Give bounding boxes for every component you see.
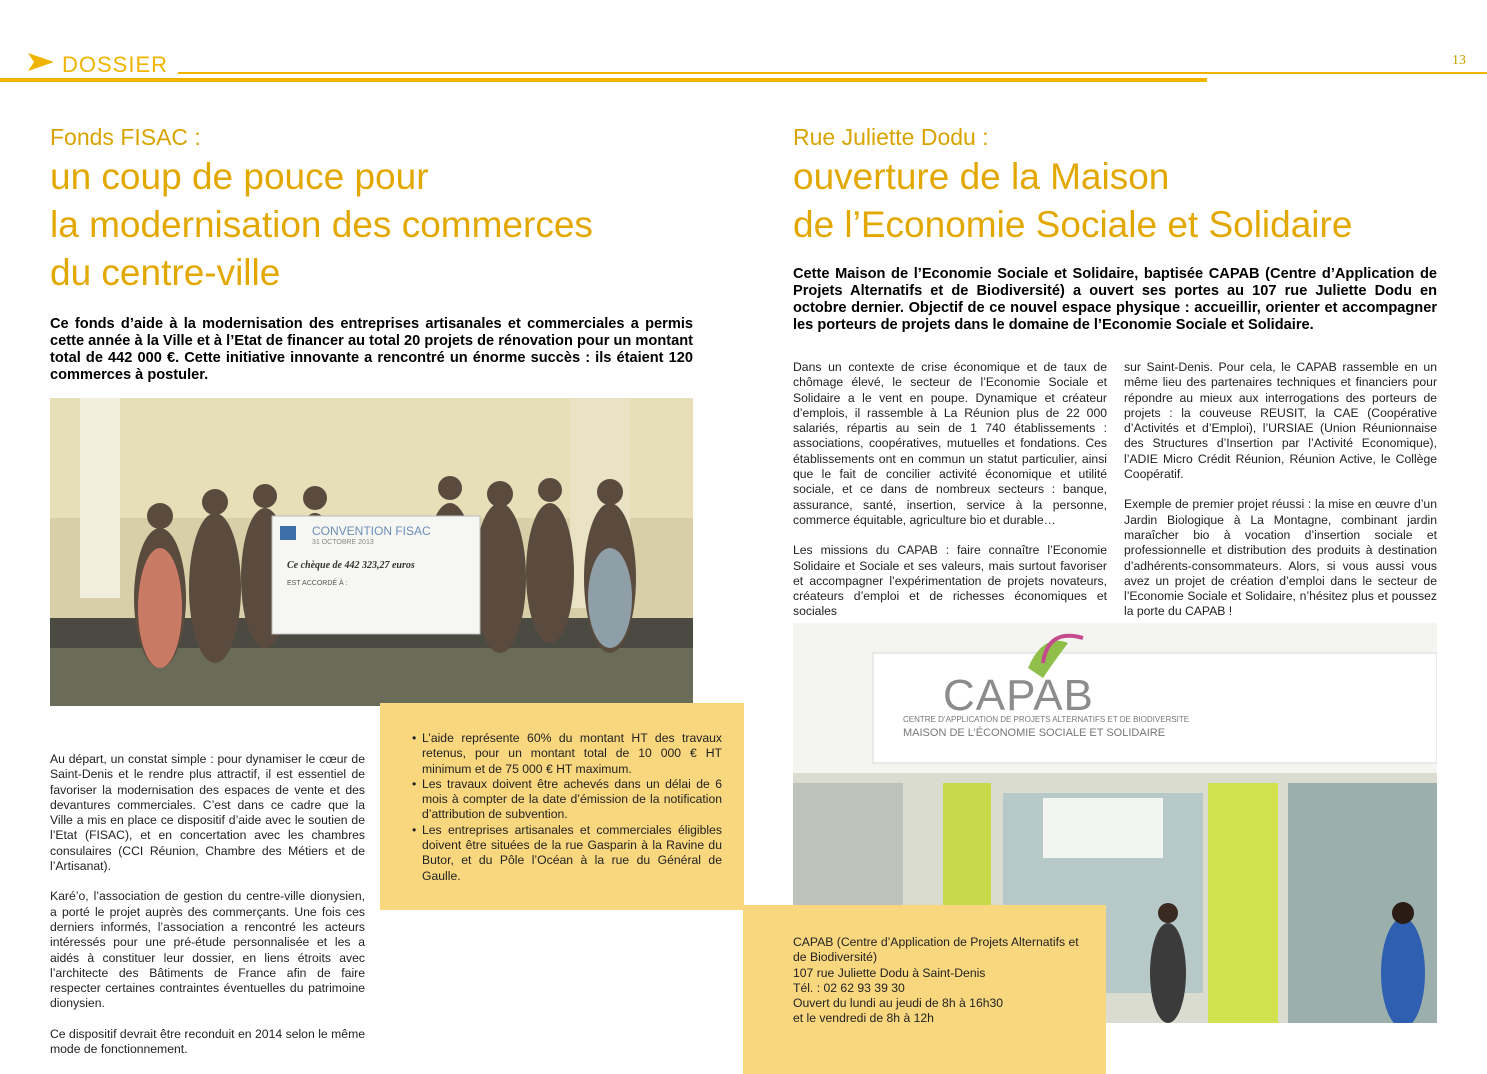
page-number: 13: [1452, 53, 1466, 68]
left-headline-line: du centre-ville: [50, 252, 281, 293]
right-kicker: Rue Juliette Dodu :: [793, 124, 989, 150]
capab-logo-text: CAPAB: [943, 671, 1094, 720]
cheque-line: EST ACCORDÉ À :: [287, 580, 348, 587]
left-body: [50, 752, 365, 1072]
header-rule-thick: [0, 78, 1207, 82]
left-paragraph: Karé’o, l’association de gestion du centre-ville dionysien, a porté le projet auprès des commerçants. Une fois ces derniers informés, l’association a rencontré les acteurs intéressés pour une pré-étude personnalisée et les a aidés à constituer leur dossier, en liens étroits avec l’architecte des Bâtiments de France afin de faire respecter certaines contraintes éventuelles du patrimoine dionysien.: [50, 889, 365, 1011]
condition-item: • Les travaux doivent être achevés dans un délai de 6 mois à compter de la date d’émission de la notification d’attribution de subvention.: [422, 777, 722, 823]
capab-sign-line2: MAISON DE L’ÉCONOMIE SOCIALE ET SOLIDAIRE: [903, 727, 1166, 739]
right-lead: Cette Maison de l’Economie Sociale et Solidaire, baptisée CAPAB (Centre d’Application de Projets Alternatifs et de Biodiversité) a ouvert ses portes au 107 rue Juliette Dodu en octobre dernier. Objectif de ce nouvel espace physique : accueillir, orienter et accompagner les porteurs de projets dans le domaine de l’Economie Sociale et Solidaire.: [793, 266, 1437, 333]
right-paragraph: sur Saint-Denis. Pour cela, le CAPAB rassemble en un même lieu des partenaires techniques et financiers pour répondre au mieux aux interrogations des porteurs de projets : la couveuse REUSIT, la CAE (Coopérative d’Activités et d’Emploi), l’URSIAE (Union Réunionnaise des Structures d’Insertion par l’Activité Economique), l’ADIE Micro Crédit Réunion, Réunion Active, le Collège Coopératif.: [1124, 360, 1437, 482]
info-line: et le vendredi de 8h à 12h: [793, 1011, 934, 1026]
header-rule: [178, 72, 1487, 74]
right-headline-line: de l’Economie Sociale et Solidaire: [793, 204, 1353, 245]
cheque-amount: Ce chèque de 442 323,27 euros: [287, 560, 415, 571]
right-headline: [793, 153, 1453, 249]
left-headline-line: la modernisation des commerces: [50, 204, 593, 245]
info-line: 107 rue Juliette Dodu à Saint-Denis: [793, 965, 986, 980]
left-paragraph: Ce dispositif devrait être reconduit en 2014 selon le même mode de fonctionnement.: [50, 1026, 365, 1057]
fisac-group-photo: [50, 398, 693, 706]
condition-item: • L’aide représente 60% du montant HT des travaux retenus, pour un montant total de 10 000 € HT minimum et de 75 000 € HT maximum.: [422, 731, 722, 777]
right-paragraph: Les missions du CAPAB : faire connaître l’Economie Solidaire et Sociale et ses valeurs, mais surtout favoriser et accompagner l’expérimentation de projets novateurs, créateurs d’emploi et de richesses économiques et sociales: [793, 543, 1107, 619]
left-paragraph: Au départ, un constat simple : pour dynamiser le cœur de Saint-Denis et le rendre plus attractif, il est essentiel de favoriser la modernisation des espaces de vente et des devantures commerciales. C’est dans ce cadre que la Ville a mis en place ce dispositif d’aide avec le soutien de l’Etat (FISAC), et en concertation avec les chambres consulaires (CCI Réunion, Chambre des Métiers et de l’Artisanat).: [50, 752, 365, 874]
left-kicker: Fonds FISAC :: [50, 124, 201, 150]
capab-info-box: [743, 905, 1106, 1074]
left-headline-line: un coup de pouce pour: [50, 156, 429, 197]
right-paragraph: Exemple de premier projet réussi : la mise en œuvre d’un Jardin Biologique à La Montagne, combinant jardin maraîcher bio à vocation d’insertion sociale et professionnelle et distribution des produits à destination d’adhérents-consommateurs. Alors, si vous aussi vous avez un projet de création d’emploi dans le secteur de l’Economie Sociale et Solidaire, n’hésitez plus et poussez la porte du CAPAB !: [1124, 497, 1437, 619]
left-lead: Ce fonds d’aide à la modernisation des entreprises artisanales et commerciales a permis cette année à la Ville et à l’Etat de financer au total 20 projets de rénovation pour un montant total de 442 000 €. Cette initiative innovante a rencontré un énorme succès : ils étaient 120 commerces à postuler.: [50, 316, 693, 383]
info-line: Tél. : 02 62 93 39 30: [793, 980, 905, 995]
cheque-title: CONVENTION FISAC: [312, 524, 431, 538]
info-line: CAPAB (Centre d’Application de Projets Alternatifs et de Biodiversité): [793, 935, 1079, 965]
right-paragraph: Dans un contexte de crise économique et de taux de chômage élevé, le secteur de l’Economie Sociale et Solidaire a le vent en poupe. Dynamique et créateur d’emplois, il rassemble à La Réunion plus de 22 000 salariés, répartis au sein de 1 740 établissements : associations, coopératives, mutuelles et fondations. Ces établissements ont en commun un statut particulier, ainsi que le fait de concilier activité économique et utilité sociale, et ce dans de nombreux secteurs : banque, assurance, santé, insertion, service à la personne, commerce équitable, agriculture bio et durable…: [793, 360, 1107, 527]
left-headline: [50, 153, 690, 297]
right-body-col2: [1124, 360, 1437, 635]
section-arrow-icon: [28, 53, 54, 71]
section-label: DOSSIER: [62, 52, 169, 77]
capab-sign-line1: CENTRE D’APPLICATION DE PROJETS ALTERNATIFS ET DE BIODIVERSITE: [903, 715, 1190, 724]
right-headline-line: ouverture de la Maison: [793, 156, 1170, 197]
right-body-col1: [793, 360, 1107, 635]
info-line: Ouvert du lundi au jeudi de 8h à 16h30: [793, 996, 1004, 1011]
condition-item: • Les entreprises artisanales et commerciales éligibles doivent être situées de la rue Gasparin à la Ravine du Butor, et du Pôle l’Océan à la rue du Général de Gaulle.: [422, 823, 722, 884]
cheque-date: 31 OCTOBRE 2013: [312, 539, 374, 546]
fisac-conditions-box: [380, 703, 744, 910]
